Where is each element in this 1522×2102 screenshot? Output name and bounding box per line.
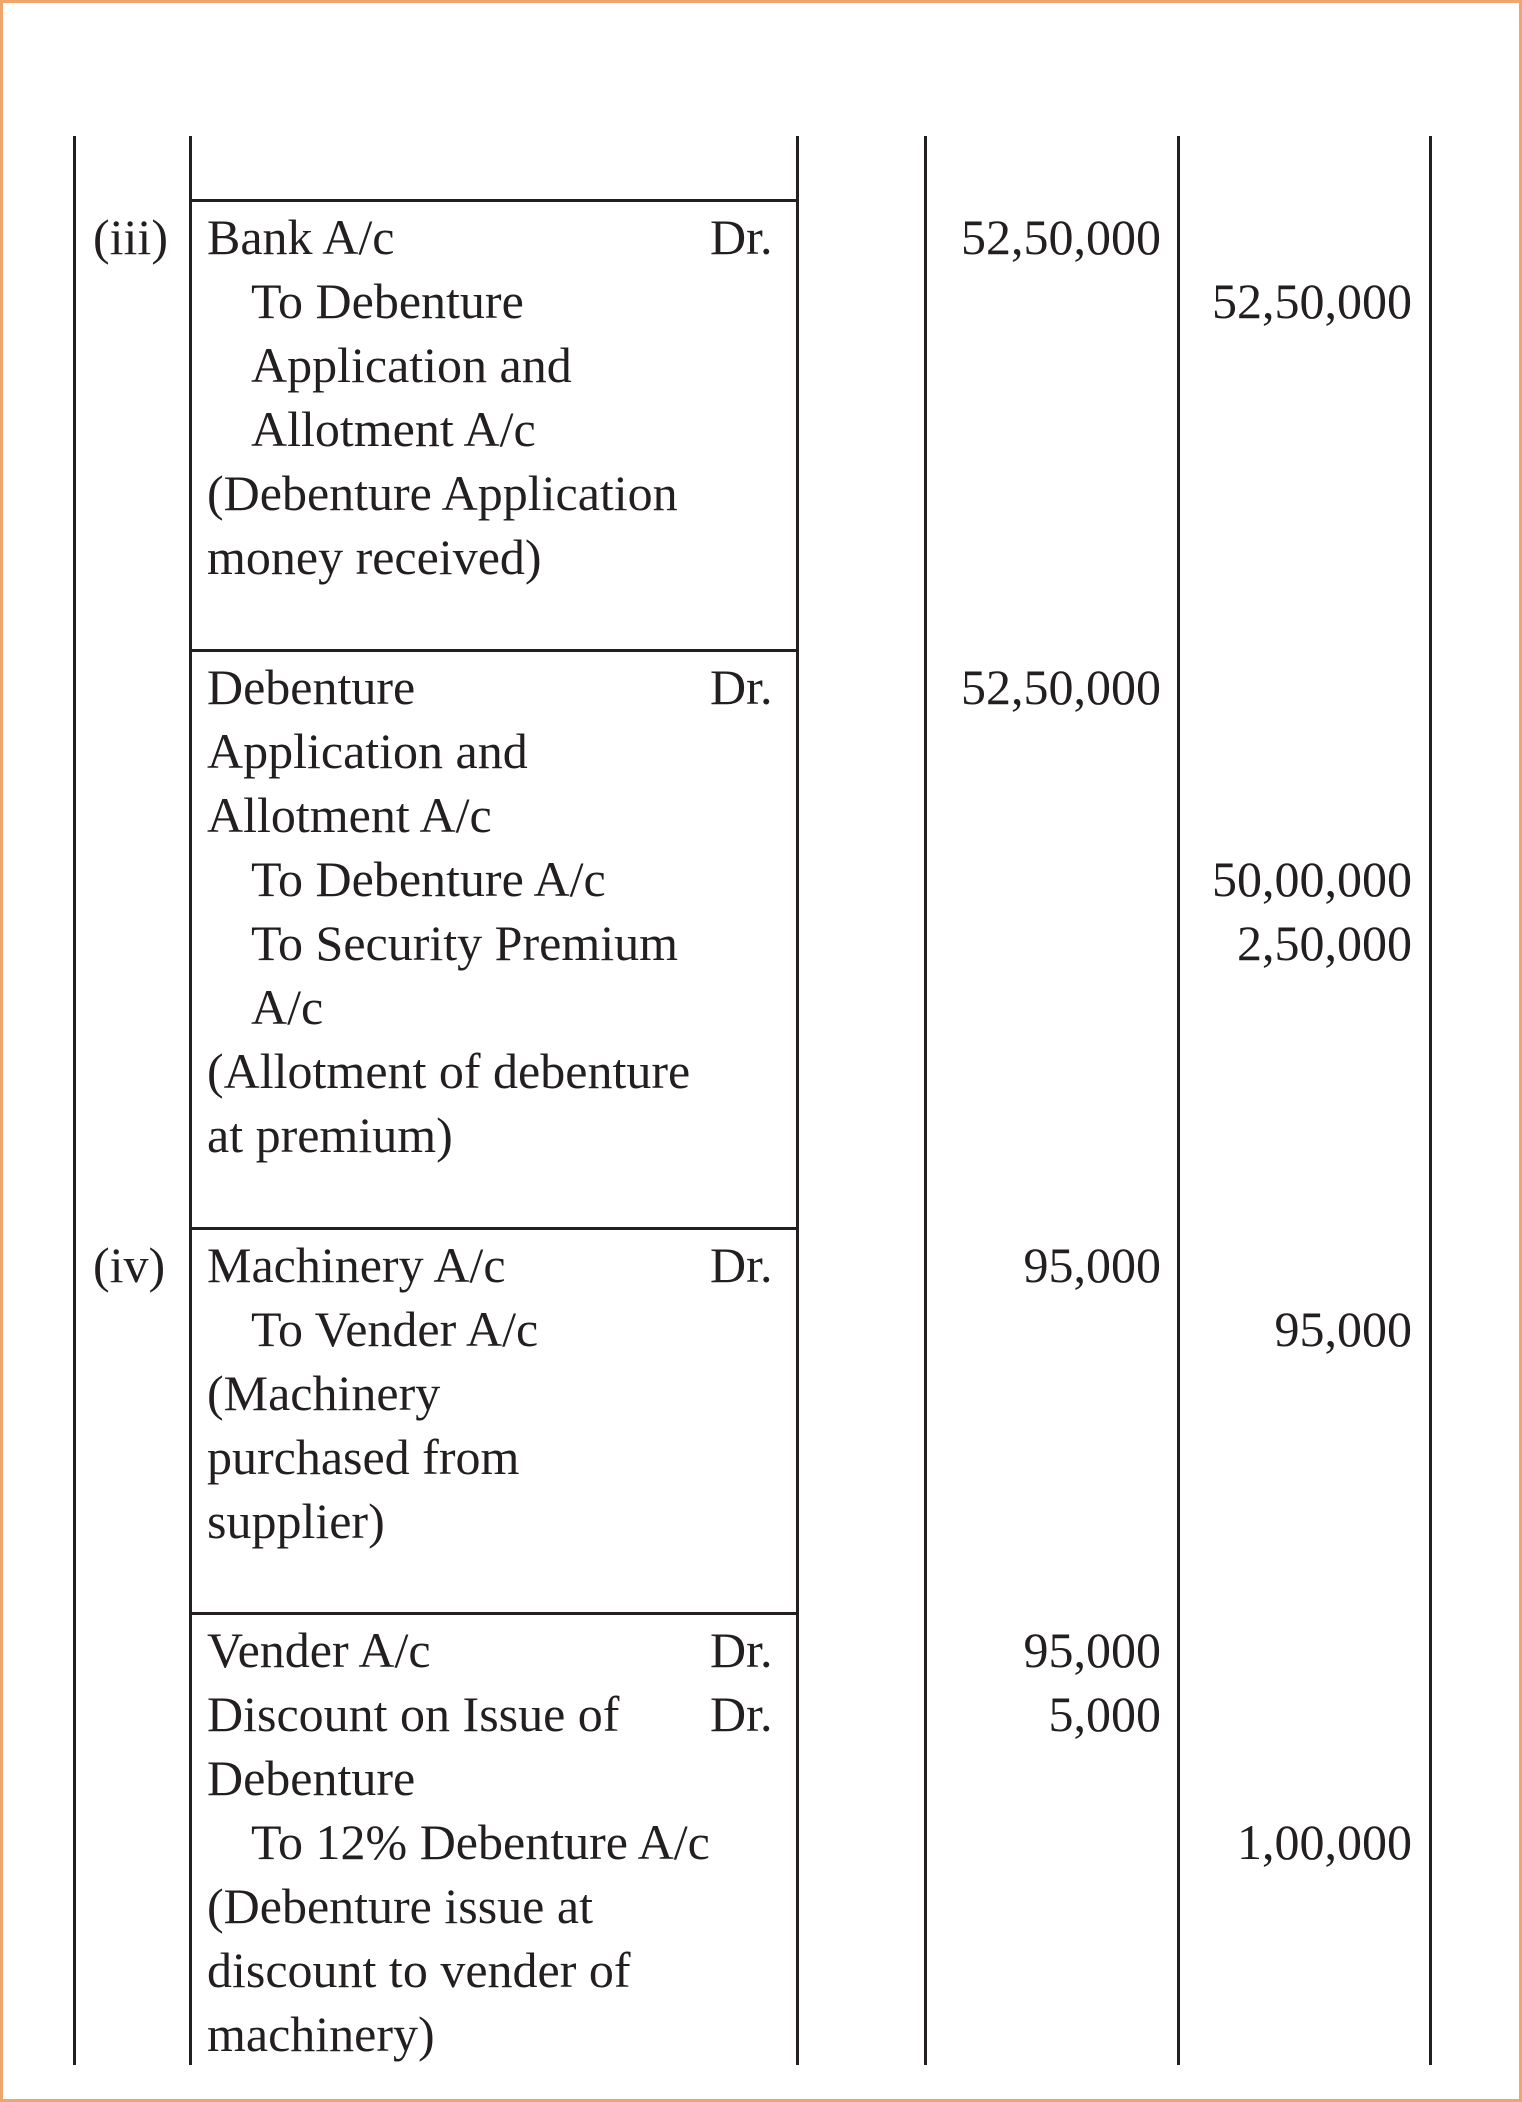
particulars-line: Machinery A/c <box>207 1237 506 1293</box>
debit-amount: 52,50,000 <box>961 659 1161 715</box>
debit-amount: 52,50,000 <box>961 209 1161 265</box>
column-rule-right <box>1429 136 1432 2065</box>
particulars-line: To Debenture <box>251 273 524 329</box>
row-separator <box>189 1612 799 1615</box>
entry-number: (iii) <box>93 209 168 265</box>
credit-amount: 52,50,000 <box>1212 273 1412 329</box>
row-separator <box>189 1227 799 1230</box>
particulars-line: Allotment A/c <box>251 401 536 457</box>
particulars-line: Debenture <box>207 1750 416 1806</box>
narration-line: (Debenture issue at <box>207 1878 593 1934</box>
debit-amount: 95,000 <box>1023 1622 1161 1678</box>
entry-number: (iv) <box>93 1237 166 1293</box>
particulars-line: To 12% Debenture A/c <box>251 1814 710 1870</box>
debit-marker: Dr. <box>710 1237 773 1293</box>
debit-marker: Dr. <box>710 1686 773 1742</box>
narration-line: money received) <box>207 529 542 585</box>
narration-line: supplier) <box>207 1493 385 1549</box>
particulars-line: Application and <box>207 723 528 779</box>
debit-marker: Dr. <box>710 659 773 715</box>
narration-line: (Machinery <box>207 1365 441 1421</box>
particulars-line: Bank A/c <box>207 209 395 265</box>
row-separator <box>189 649 799 652</box>
column-rule-credit-left <box>1177 136 1180 2065</box>
particulars-line: Discount on Issue of <box>207 1686 620 1742</box>
particulars-line: Vender A/c <box>207 1622 431 1678</box>
credit-amount: 50,00,000 <box>1212 851 1412 907</box>
particulars-line: To Vender A/c <box>251 1301 539 1357</box>
column-rule-particulars-right <box>796 136 799 2065</box>
debit-marker: Dr. <box>710 1622 773 1678</box>
particulars-line: Debenture <box>207 659 416 715</box>
credit-amount: 95,000 <box>1274 1301 1412 1357</box>
narration-line: (Debenture Application <box>207 465 678 521</box>
credit-amount: 1,00,000 <box>1237 1814 1412 1870</box>
narration-line: discount to vender of <box>207 1942 631 1998</box>
credit-amount: 2,50,000 <box>1237 915 1412 971</box>
particulars-line: Application and <box>251 337 572 393</box>
narration-line: at premium) <box>207 1107 453 1163</box>
particulars-line: To Debenture A/c <box>251 851 606 907</box>
column-rule-debit-left <box>924 136 927 2065</box>
narration-line: purchased from <box>207 1429 520 1485</box>
narration-line: machinery) <box>207 2006 435 2062</box>
column-rule-left <box>73 136 76 2065</box>
particulars-line: A/c <box>251 979 324 1035</box>
debit-amount: 5,000 <box>1048 1686 1161 1742</box>
column-rule-particulars-left <box>189 136 192 2065</box>
debit-amount: 95,000 <box>1023 1237 1161 1293</box>
narration-line: (Allotment of debenture <box>207 1043 691 1099</box>
row-separator <box>189 199 799 202</box>
particulars-line: Allotment A/c <box>207 787 492 843</box>
debit-marker: Dr. <box>710 209 773 265</box>
particulars-line: To Security Premium <box>251 915 679 971</box>
